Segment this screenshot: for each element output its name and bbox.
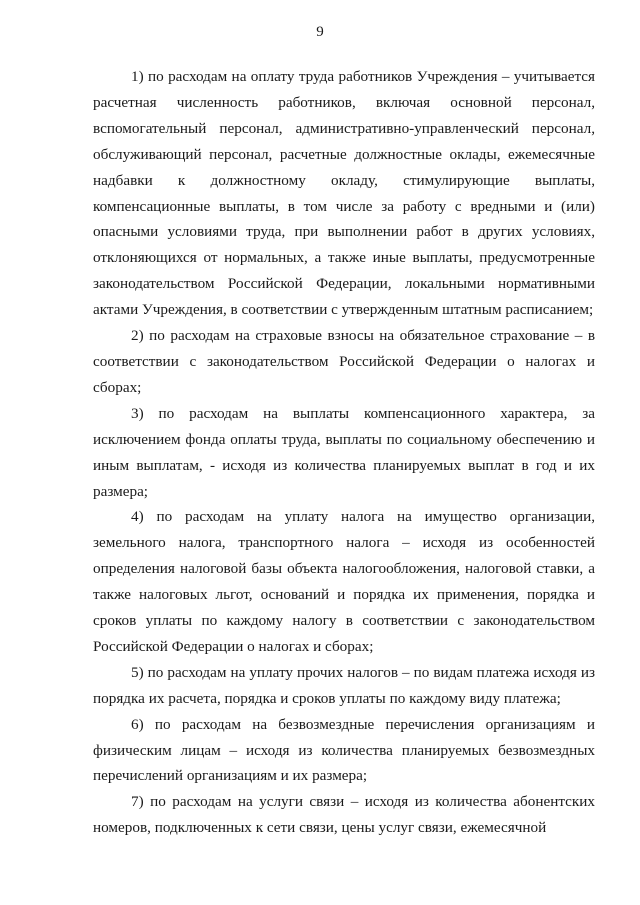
paragraph-5: 5) по расходам на уплату прочих налогов – по видам платежа исходя из порядка их расчета, порядка и сроков уплаты по каждому виду платежа;: [93, 663, 595, 707]
paragraph-7: 7) по расходам на услуги связи – исходя из количества абонентских номеров, подключенных к сети связи, цены услуг связи, ежемесячной: [93, 793, 595, 837]
paragraph-3: 3) по расходам на выплаты компенсационного характера, за исключением фонда оплаты труда, выплаты по социальному обеспечению и иным выплатам, - исходя из количества планируемых выплат в год и их размера;: [93, 404, 595, 500]
paragraph-1: 1) по расходам на оплату труда работников Учреждения – учитывается расчетная численность работников, включая основной персонал, вспомогательный персонал, административно-управленческий персонал, обслуживающий персонал, расчетные должностные оклады, ежемесячные надбавки к должностному окладу, стимулирующие выплаты, компенсационные выплаты, в том числе за работу с вредными и (или) опасными условиями труда, при выполнении работ в других условиях, отклоняющихся от нормальных, а также иные выплаты, предусмотренные законодательством Российской Федерации, локальными нормативными актами Учреждения, в соответствии с утвержденным штатным расписанием;: [93, 68, 595, 319]
document-body: [93, 64, 595, 841]
paragraph-6: 6) по расходам на безвозмездные перечисления организациям и физическим лицам – исходя из количества планируемых безвозмездных перечислений организациям и их размера;: [93, 715, 595, 785]
page-number: 9: [316, 24, 324, 40]
paragraph-2: 2) по расходам на страховые взносы на обязательное страхование – в соответствии с законодательством Российской Федерации о налогах и сборах;: [93, 327, 595, 396]
paragraph-4: 4) по расходам на уплату налога на имущество организации, земельного налога, транспортного налога – исходя из особенностей определения налоговой базы объекта налогообложения, налоговой ставки, а также налоговых льгот, оснований и порядка их применения, порядка и сроков уплаты по каждому налогу в соответствии с законодательством Российской Федерации о налогах и сборах;: [93, 508, 595, 655]
